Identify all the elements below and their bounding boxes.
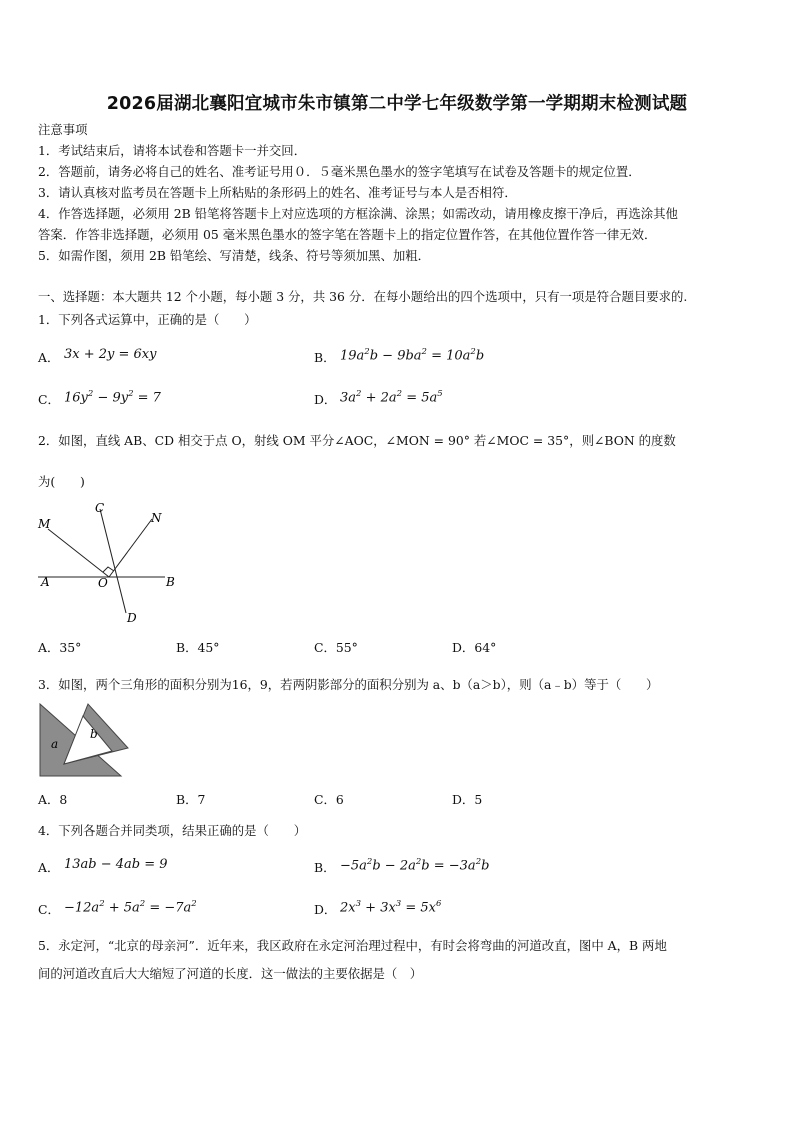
q3-option-c: C．6 <box>314 792 344 807</box>
q3-triangles-figure <box>36 700 132 780</box>
question-2-stem: 2．如图，直线 AB、CD 相交于点 O，射线 OM 平分∠AOC，∠MON = 90° 若∠MOC = 35°，则∠BON 的度数 <box>38 433 676 448</box>
q3-option-b: B．7 <box>176 792 206 807</box>
q2-option-d: D．64° <box>452 640 497 655</box>
notice-item: 答案．作答非选择题，必须用 05 毫米黑色墨水的签字笔在答题卡上的指定位置作答，在其他位置作答一律无效． <box>38 227 657 242</box>
q4-option-a-formula: 13ab − 4ab = 9 <box>64 857 168 872</box>
q4-option-a-label: A． <box>38 860 60 875</box>
q2-option-a: A．35° <box>38 640 82 655</box>
q4-option-b-formula: $-5a^2b - 2a^2b = -3a^2b$ <box>340 857 490 874</box>
question-2-stem-cont: 为( ) <box>38 474 85 489</box>
label-o: O <box>98 576 108 590</box>
page-title: 2026届湖北襄阳宜城市朱市镇第二中学七年级数学第一学期期末检测试题 <box>106 94 688 114</box>
label-n: N <box>151 511 162 525</box>
q1-option-d-formula: $3a^2 + 2a^2 = 5a^5$ <box>340 389 443 406</box>
question-4-stem: 4．下列各题合并同类项，结果正确的是（ ） <box>38 823 307 838</box>
section-heading: 一、选择题：本大题共 12 个小题，每小题 3 分，共 36 分．在每小题给出的四个选项中，只有一项是符合题目要求的. <box>38 289 688 304</box>
q2-option-c: C．55° <box>314 640 358 655</box>
q1-option-c-formula: $16y^2 - 9y^2 = 7$ <box>64 389 161 406</box>
label-d: D <box>127 611 137 625</box>
q1-option-d-label: D． <box>314 392 337 407</box>
question-5-stem-cont: 间的河道改直后大大缩短了河道的长度．这一做法的主要依据是（ ） <box>38 966 423 981</box>
q1-option-c-label: C． <box>38 392 60 407</box>
q1-option-a-label: A． <box>38 350 60 365</box>
q1-option-a-formula: 3x + 2y = 6xy <box>64 347 157 362</box>
q4-option-c-formula: $-12a^2 + 5a^2 = -7a^2$ <box>64 899 197 916</box>
q3-option-a: A．8 <box>38 792 68 807</box>
label-c: C <box>95 501 105 515</box>
label-m: M <box>38 517 51 531</box>
question-5-stem: 5．永定河，“北京的母亲河”．近年来，我区政府在永定河治理过程中，有时会将弯曲的河道改直，图中 A，B 两地 <box>38 938 667 953</box>
notice-heading: 注意事项 <box>38 122 88 137</box>
notice-item: 2．答题前，请务必将自己的姓名、准考证号用０．５毫米黑色墨水的签字笔填写在试卷及答题卡的规定位置． <box>38 164 641 179</box>
notice-item: 4．作答选择题，必须用 2B 铅笔将答题卡上对应选项的方框涂满、涂黑；如需改动，请用橡皮擦干净后，再选涂其他 <box>38 206 678 221</box>
q4-option-b-label: B． <box>314 860 336 875</box>
q4-option-d-label: D． <box>314 902 337 917</box>
label-a: a <box>51 737 59 751</box>
q4-option-c-label: C． <box>38 902 60 917</box>
notice-item: 3．请认真核对监考员在答题卡上所粘贴的条形码上的姓名、准考证号与本人是否相符． <box>38 185 517 200</box>
label-a: A <box>41 575 50 589</box>
q2-option-b: B．45° <box>176 640 220 655</box>
q1-option-b-label: B． <box>314 350 336 365</box>
q1-option-b-formula: $19a^2b - 9ba^2 = 10a^2b$ <box>340 347 485 364</box>
label-b: b <box>90 727 98 741</box>
q2-angle-figure <box>30 495 190 630</box>
question-1-stem: 1．下列各式运算中，正确的是（ ） <box>38 312 257 327</box>
q3-option-d: D．5 <box>452 792 483 807</box>
label-b: B <box>166 575 175 589</box>
notice-item: 5．如需作图，须用 2B 铅笔绘、写清楚，线条、符号等须加黑、加粗． <box>38 248 431 263</box>
notice-item: 1．考试结束后，请将本试卷和答题卡一并交回． <box>38 143 307 158</box>
q4-option-d-formula: $2x^3 + 3x^3 = 5x^6$ <box>340 899 442 916</box>
question-3-stem: 3．如图，两个三角形的面积分别为16，9，若两阴影部分的面积分别为 a、b（a＞b），则（a﹣b）等于（ ） <box>38 677 659 692</box>
